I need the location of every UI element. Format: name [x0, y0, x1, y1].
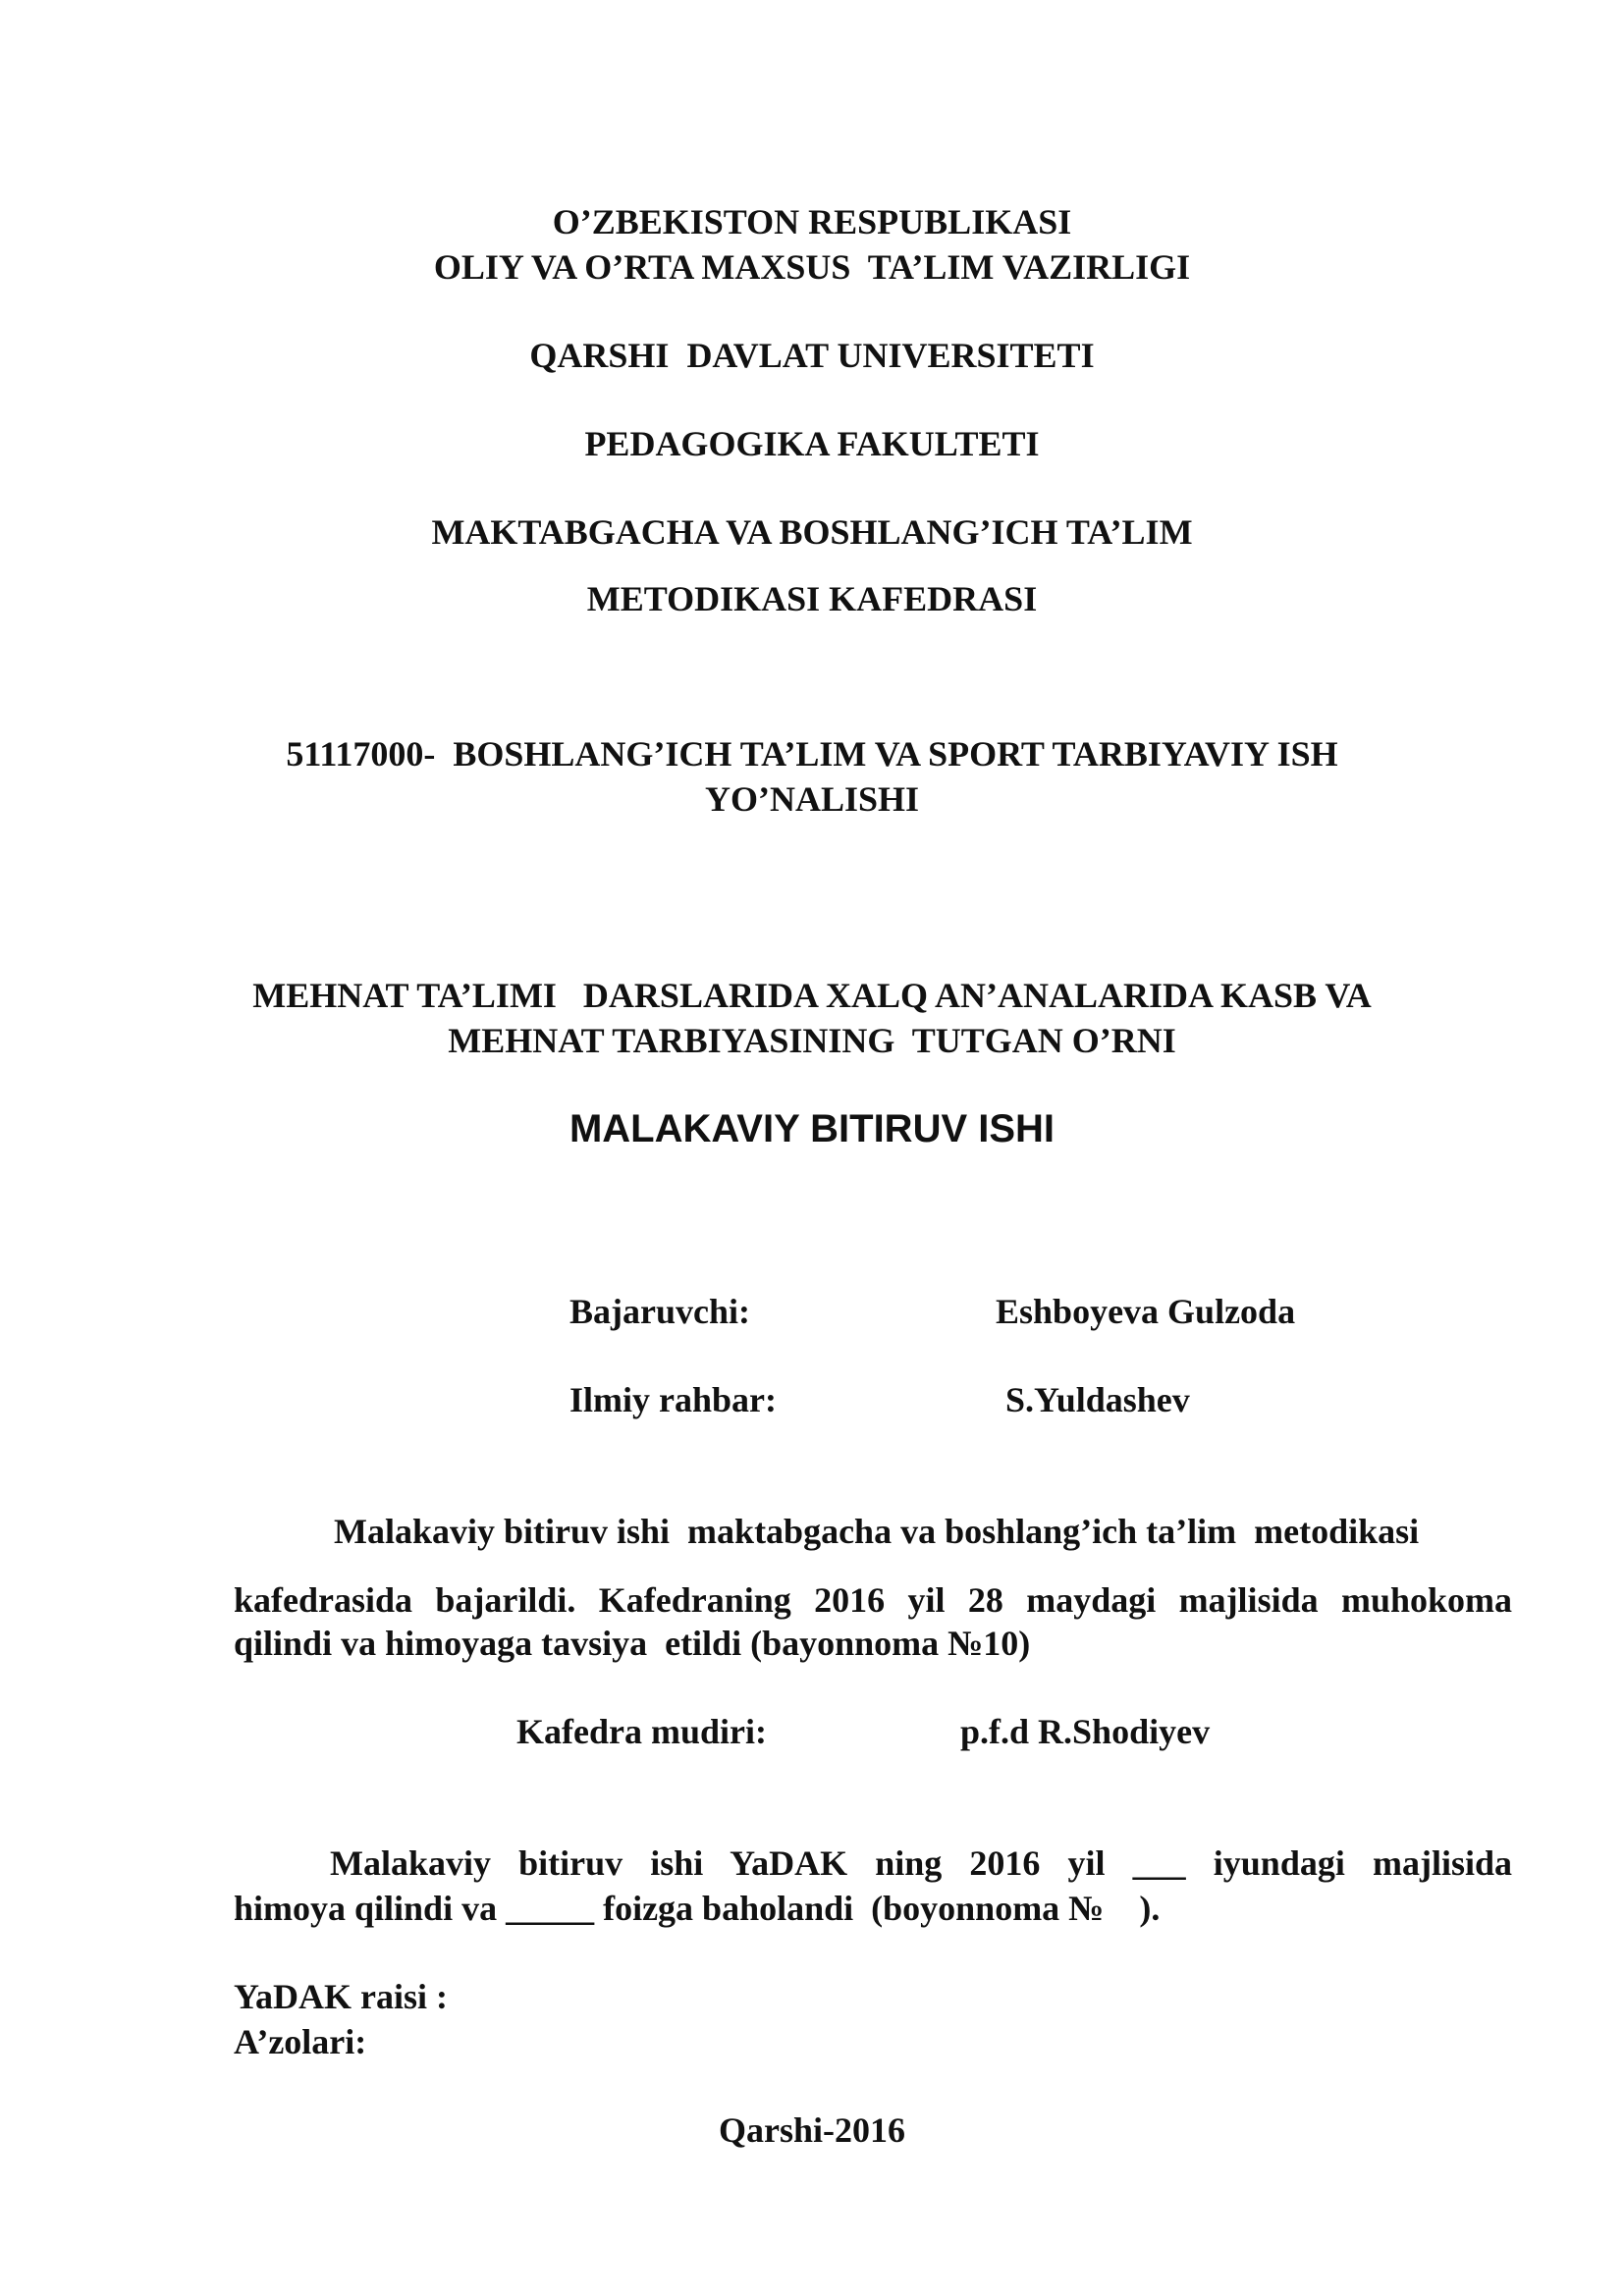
- topic-line2: MEHNAT TARBIYASINING TUTGAN O’RNI: [448, 1021, 1176, 1060]
- completion-line1: Malakaviy bitiruv ishi maktabgacha va boshlang’ich ta’lim metodikasi: [334, 1512, 1420, 1551]
- commission-chair-label: YaDAK raisi :: [234, 1977, 448, 2016]
- direction-line1: 51117000- BOSHLANG’ICH TA’LIM VA SPORT TARBIYAVIY ISH: [286, 734, 1338, 774]
- author-label: Bajaruvchi:: [569, 1292, 750, 1331]
- head-of-department-label: Kafedra mudiri:: [516, 1712, 767, 1751]
- completion-line2: kafedrasida bajarildi. Kafedraning 2016 yil 28 maydagi majlisida muhokoma: [234, 1580, 1512, 1620]
- head-of-department-name: p.f.d R.Shodiyev: [960, 1712, 1211, 1751]
- defense-line1: Malakaviy bitiruv ishi YaDAK ning 2016 yil ___ iyundagi majlisida: [330, 1843, 1512, 1883]
- commission-members-label: A’zolari:: [234, 2022, 367, 2061]
- department-heading-line2: METODIKASI KAFEDRASI: [586, 579, 1038, 618]
- ministry-heading: OLIY VA O’RTA MAXSUS TA’LIM VAZIRLIGI: [433, 247, 1191, 287]
- defense-line2: himoya qilindi va _____ foizga baholandi (boyonnoma № ).: [234, 1889, 1161, 1928]
- topic-line1: MEHNAT TA’LIMI DARSLARIDA XALQ AN’ANALARIDA KASB VA: [252, 976, 1372, 1015]
- author-name: Eshboyeva Gulzoda: [996, 1292, 1296, 1331]
- department-heading-line1: MAKTABGACHA VA BOSHLANG’ICH TA’LIM: [431, 512, 1193, 552]
- faculty-heading: PEDAGOGIKA FAKULTETI: [584, 424, 1040, 463]
- completion-line3: qilindi va himoyaga tavsiya etildi (bayonnoma №10): [234, 1624, 1031, 1663]
- supervisor-name: S.Yuldashev: [1005, 1380, 1190, 1419]
- work-type-title: MALAKAVIY BITIRUV ISHI: [568, 1107, 1056, 1150]
- supervisor-label: Ilmiy rahbar:: [569, 1380, 777, 1419]
- place-year: Qarshi-2016: [718, 2110, 905, 2150]
- country-heading: O’ZBEKISTON RESPUBLIKASI: [552, 202, 1072, 241]
- direction-line2: YO’NALISHI: [704, 779, 920, 819]
- university-heading: QARSHI DAVLAT UNIVERSITETI: [529, 336, 1095, 375]
